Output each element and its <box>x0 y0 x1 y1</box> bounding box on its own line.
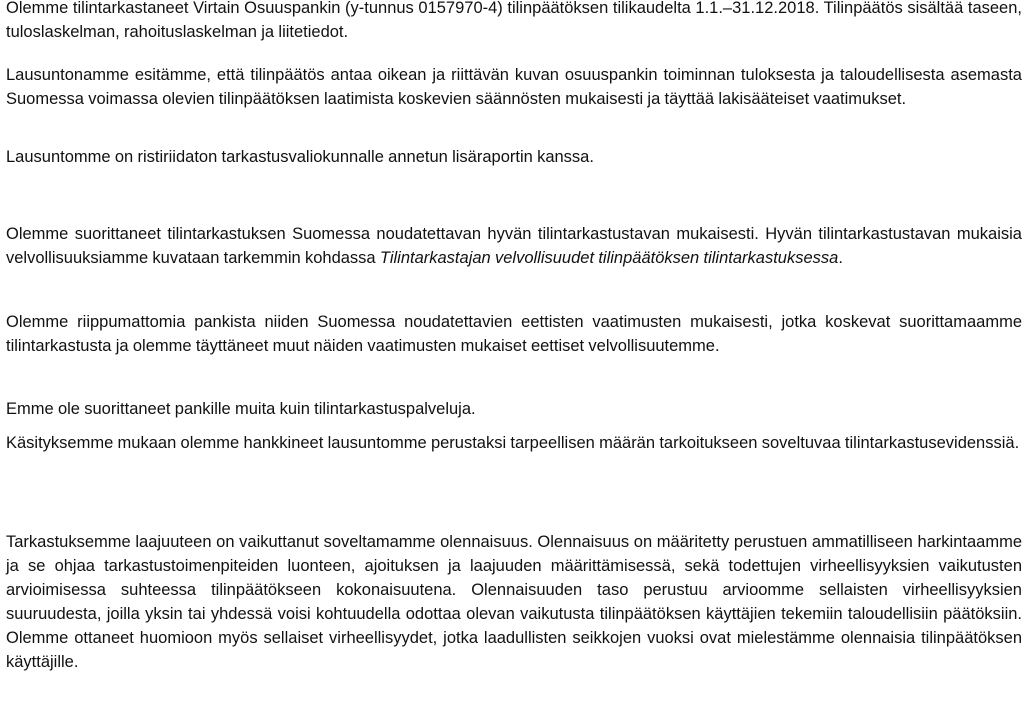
paragraph-audit-evidence: Käsityksemme mukaan olemme hankkineet lausuntomme perustaksi tarpeellisen määrän tarkoitukseen soveltuvaa tilintarkastusevidenssiä. <box>6 434 1020 452</box>
paragraph-materiality: Tarkastuksemme laajuuteen on vaikuttanut soveltamamme olennaisuus. Olennaisuus on määritetty perustuen ammatilliseen harkintaamme ja se ohjaa tarkastustoimenpiteiden luonteen, ajoituksen ja laajuuden määrittämisessä, sekä todettujen virheellisyyksien vaikutusten arvioimisessa suhteessa tilinpäätökseen kokonaisuutena. Olennaisuuden taso perustuu arvioomme sellaisten virheellisyyksien suuruudesta, joilla yksin tai yhdessä voisi kohtuudella odottaa olevan vaikutusta tilinpäätöksen käyttäjien tekemiin taloudellisiin päätöksiin. Olemme ottaneet huomioon myös sellaiset virheellisyydet, jotka laadullisten seikkojen vuoksi ovat mielestämme olennaisia tilinpäätöksen käyttäjille. <box>6 533 1022 671</box>
paragraph-audit-committee-report: Lausuntomme on ristiriidaton tarkastusvaliokunnalle annetun lisäraportin kanssa. <box>6 148 594 166</box>
paragraph-non-audit-services: Emme ole suorittaneet pankille muita kuin tilintarkastuspalveluja. <box>6 400 476 418</box>
paragraph-audit-scope: Olemme tilintarkastaneet Virtain Osuuspankin (y-tunnus 0157970-4) tilinpäätöksen tilikaudelta 1.1.–31.12.2018. Tilinpäätös sisältää taseen, tuloslaskelman, rahoituslaskelman ja liitetiedot. <box>6 0 1022 41</box>
basis-text-end: . <box>838 249 843 267</box>
paragraph-independence: Olemme riippumattomia pankista niiden Suomessa noudatettavien eettisten vaatimusten mukaisesti, jotka koskevat suorittamaamme tilintarkastusta ja olemme täyttäneet muut näiden vaatimusten mukaiset eettiset velvollisuutemme. <box>6 313 1022 355</box>
auditor-responsibilities-reference: Tilintarkastajan velvollisuudet tilinpäätöksen tilintarkastuksessa <box>379 249 839 267</box>
paragraph-opinion: Lausuntonamme esitämme, että tilinpäätös antaa oikean ja riittävän kuvan osuuspankin toiminnan tuloksesta ja taloudellisesta asemasta Suomessa voimassa olevien tilinpäätöksen laatimista koskevien säännösten mukaisesti ja täyttää lakisääteiset vaatimukset. <box>6 66 1022 108</box>
basis-text-start: Olemme suorittaneet tilintarkastuksen Suomessa noudatettavan hyvän tilintarkastustavan mukaisesti. Hyvän tilintarkastustavan mukaisia velvollisuuksiamme kuvataan tarkemmin kohdassa <box>6 225 1022 267</box>
paragraph-basis-for-opinion <box>6 222 1022 270</box>
